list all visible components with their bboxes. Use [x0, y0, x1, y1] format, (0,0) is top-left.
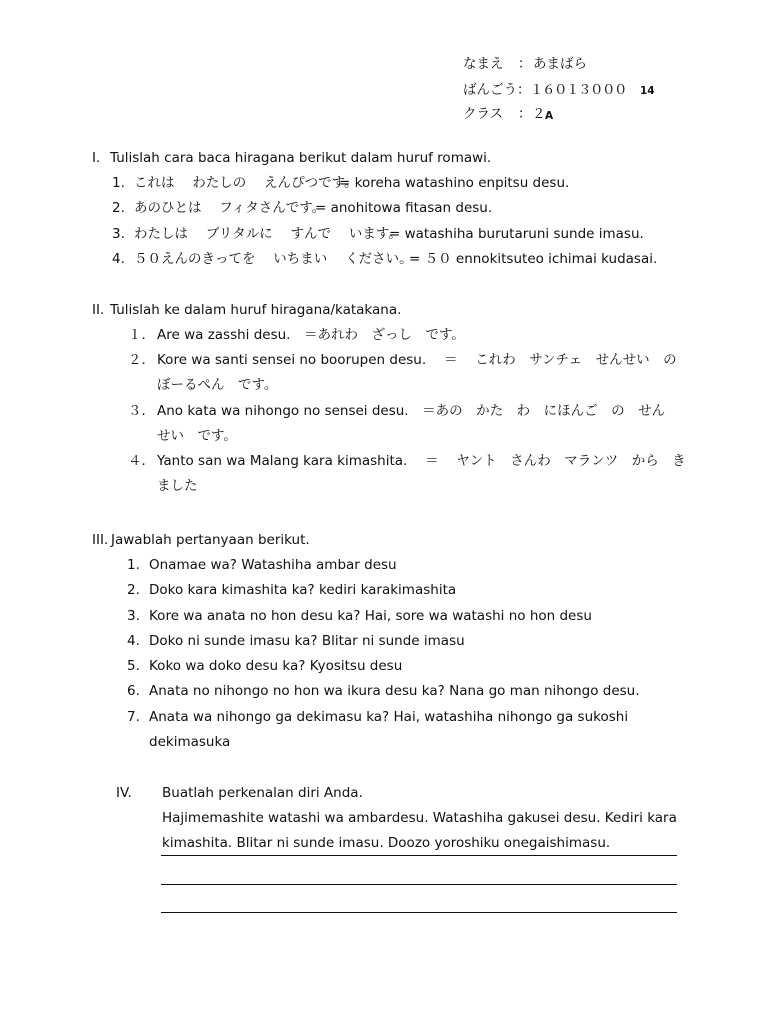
item-number: 2.: [112, 200, 125, 216]
section-2-title: Tulislah ke dalam huruf hiragana/katakana.: [110, 302, 402, 318]
item-japanese: ５０えんのきってを いちまい ください。: [134, 251, 413, 267]
item-number: 5.: [127, 658, 140, 674]
class-suffix: A: [545, 110, 554, 122]
name-separator: ：: [518, 56, 532, 72]
answer-line-1: Hajimemashite watashi wa ambardesu. Watashiha gakusei desu. Kediri kara: [162, 810, 677, 826]
item-number: 6.: [127, 683, 140, 699]
item-text: Are wa zasshi desu. ＝あれわ ざっし です。: [157, 327, 465, 343]
item-number: ２．: [128, 352, 155, 368]
section-4-numeral: IV.: [116, 785, 132, 801]
section-2-numeral: II.: [92, 302, 105, 318]
class-label: クラス: [463, 106, 504, 122]
section-1-numeral: I.: [92, 150, 101, 166]
item-text: Doko ni sunde imasu ka? Blitar ni sunde imasu: [149, 633, 465, 649]
name-value: あまばら: [533, 56, 587, 72]
item-text-continued: dekimasuka: [149, 734, 231, 750]
item-japanese: あのひとは フィタさんです。: [134, 200, 326, 216]
item-number: 3.: [112, 226, 125, 242]
writing-line: [161, 912, 677, 913]
section-3-title: Jawablah pertanyaan berikut.: [111, 532, 310, 548]
item-answer: = ５０ ennokitsuteo ichimai kudasai.: [409, 251, 658, 267]
item-text: Onamae wa? Watashiha ambar desu: [149, 557, 397, 573]
writing-line: [161, 855, 677, 856]
number-label: ばんごう：: [463, 82, 531, 98]
item-number: 3.: [127, 608, 140, 624]
item-text: Yanto san wa Malang kara kimashita. ＝ ヤント さんわ マランツ から き: [157, 453, 686, 469]
item-text: Anata no nihongo no hon wa ikura desu ka? Nana go man nihongo desu.: [149, 683, 640, 699]
item-number: 4.: [127, 633, 140, 649]
item-text: Ano kata wa nihongo no sensei desu. ＝あの かた わ にほんご の せん: [157, 403, 666, 419]
item-number: ３．: [128, 403, 155, 419]
item-number: １．: [128, 327, 155, 343]
item-answer: = anohitowa fitasan desu.: [315, 200, 493, 216]
item-text: Anata wa nihongo ga dekimasu ka? Hai, watashiha nihongo ga sukoshi: [149, 709, 629, 725]
item-answer: = koreha watashino enpitsu desu.: [339, 175, 570, 191]
item-number: 1.: [112, 175, 125, 191]
name-label: なまえ: [463, 56, 504, 72]
item-number: 7.: [127, 709, 140, 725]
item-text-continued: ました: [157, 478, 198, 494]
item-japanese: これは わたしの えんぴつです。: [134, 175, 358, 191]
item-number: 2.: [127, 582, 140, 598]
item-text: Kore wa anata no hon desu ka? Hai, sore wa watashi no hon desu: [149, 608, 592, 624]
item-text-continued: ぼーるぺん です。: [157, 377, 278, 393]
section-3-numeral: III.: [92, 532, 109, 548]
section-1-title: Tulislah cara baca hiragana berikut dalam huruf romawi.: [110, 150, 492, 166]
item-text: Doko kara kimashita ka? kediri karakimashita: [149, 582, 457, 598]
class-value: ２: [532, 106, 546, 122]
writing-line: [161, 884, 677, 885]
item-text: Kore wa santi sensei no boorupen desu. ＝ これわ サンチェ せんせい の: [157, 352, 677, 368]
number-suffix: 14: [640, 85, 655, 97]
class-separator: ：: [518, 106, 532, 122]
item-text-continued: せい です。: [157, 428, 237, 444]
item-japanese: わたしは ブリタルに すんで います。: [134, 226, 402, 242]
item-number: ４．: [128, 453, 155, 469]
item-answer: = watashiha burutaruni sunde imasu.: [389, 226, 644, 242]
section-4-title: Buatlah perkenalan diri Anda.: [162, 785, 363, 801]
number-value: １６０１３０００: [530, 82, 626, 98]
item-number: 1.: [127, 557, 140, 573]
item-text: Koko wa doko desu ka? Kyositsu desu: [149, 658, 403, 674]
answer-line-2: kimashita. Blitar ni sunde imasu. Doozo yoroshiku onegaishimasu.: [162, 835, 611, 851]
item-number: 4.: [112, 251, 125, 267]
